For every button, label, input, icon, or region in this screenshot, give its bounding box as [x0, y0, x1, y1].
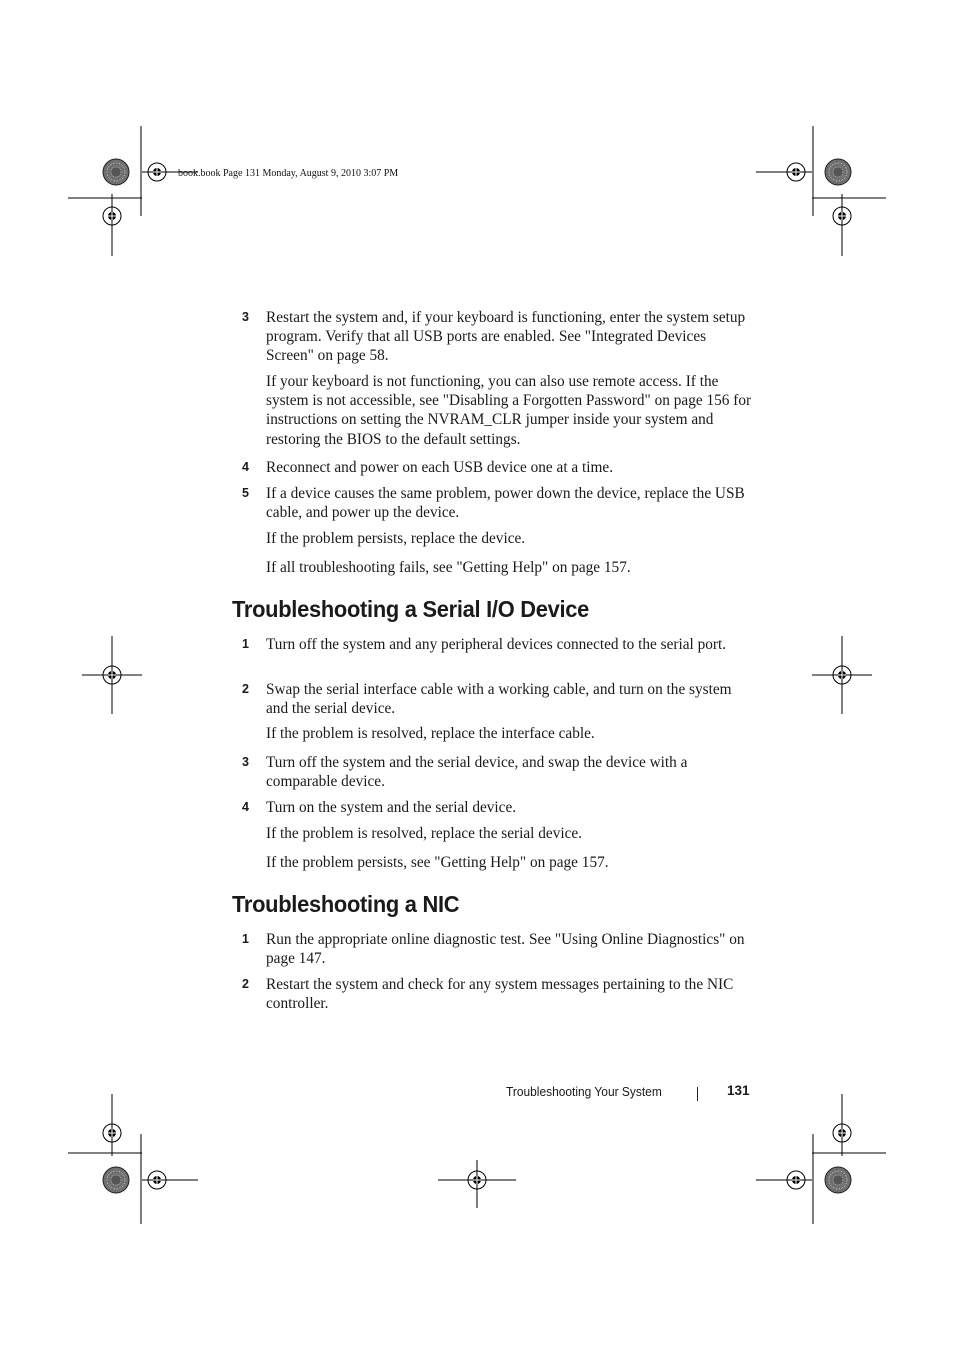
step-text: Turn off the system and any peripheral devices connected to the serial port. [266, 636, 727, 653]
step-text: Run the appropriate online diagnostic test. See "Using Online Diagnostics" on page 147. [266, 931, 745, 968]
footer-section-title: Troubleshooting Your System [506, 1084, 662, 1099]
footer-divider [697, 1087, 698, 1101]
step-text: Turn on the system and the serial device. [266, 799, 517, 816]
step-number: 2 [242, 682, 249, 696]
section-heading-nic: Troubleshooting a NIC [232, 891, 460, 917]
step-note: If all troubleshooting fails, see "Getting Help" on page 157. [266, 559, 631, 576]
step-text: Turn off the system and the serial device, and swap the device with a comparable device. [266, 754, 688, 791]
step-number: 5 [242, 486, 249, 500]
step-text: Swap the serial interface cable with a working cable, and turn on the system and the serial device. [266, 681, 732, 718]
step-number: 4 [242, 800, 249, 814]
step-note: If the problem is resolved, replace the serial device. [266, 825, 582, 842]
step-number: 3 [242, 310, 249, 324]
step-text: Restart the system and, if your keyboard is functioning, enter the system setup program. Verify that all USB ports are enabled. See "Integrated Devices Screen" on page 58. [266, 309, 746, 365]
step-number: 1 [242, 637, 249, 651]
section-heading-serial: Troubleshooting a Serial I/O Device [232, 596, 590, 622]
step-text: Restart the system and check for any system messages pertaining to the NIC controller. [266, 976, 734, 1013]
page-number: 131 [727, 1083, 750, 1098]
step-note: If the problem persists, see "Getting Help" on page 157. [266, 854, 609, 871]
step-number: 3 [242, 755, 249, 769]
print-slug: book.book Page 131 Monday, August 9, 2010 3:07 PM [178, 168, 399, 179]
step-note: If the problem is resolved, replace the interface cable. [266, 725, 595, 742]
step-text: Reconnect and power on each USB device one at a time. [266, 459, 614, 476]
step-number: 2 [242, 977, 249, 991]
step-text: If a device causes the same problem, power down the device, replace the USB cable, and power up the device. [266, 485, 745, 522]
step-number: 4 [242, 460, 249, 474]
step-note: If your keyboard is not functioning, you can also use remote access. If the system is not accessible, see "Disabling a Forgotten Password" on page 156 for instructions on setting the NVRAM_CLR jumper inside your system and restoring the BIOS to the default settings. [266, 373, 752, 448]
step-note: If the problem persists, replace the device. [266, 530, 526, 547]
step-number: 1 [242, 932, 249, 946]
